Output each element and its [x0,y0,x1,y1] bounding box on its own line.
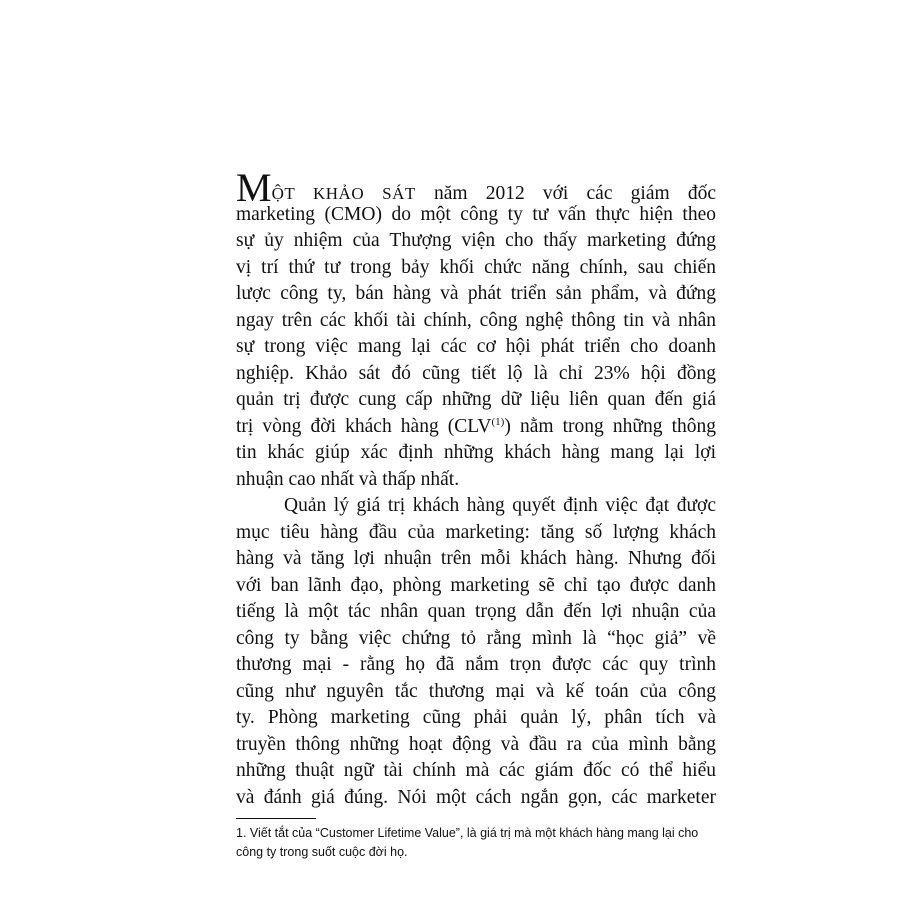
small-caps-opening: ỘT KHẢO SÁT [271,184,416,203]
paragraph-1-line: ngay trên các khối tài chính, công nghệ thông tin và nhân [236,309,716,331]
paragraph-2-line: mục tiêu hàng đầu của marketing: tăng số lượng khách [236,521,716,543]
paragraph-2-line: và đánh giá đúng. Nói một cách ngắn gọn, các marketer [236,786,716,808]
paragraph-1-line: sự ủy nhiệm của Thượng viện cho thấy marketing đứng [236,230,716,251]
paragraph-1-line: sự trong việc mang lại các cơ hội phát triển cho doanh [236,336,716,357]
body-text [236,165,716,811]
paragraph-2-line: công ty bằng việc chứng tỏ rằng mình là “học giả” về [236,627,716,649]
paragraph-1-last-line: nhuận cao nhất và thấp nhất. [236,468,460,490]
footnote-line-1: 1. Viết tắt của “Customer Lifetime Value”, là giá trị mà một khách hàng mang lại cho [236,826,699,840]
paragraph-2-line: ty. Phòng marketing cũng phải quản lý, phân tích và [236,707,716,728]
paragraph-1-line: nghiệp. Khảo sát đó cũng tiết lộ là chỉ 23% hội đồng [236,362,716,384]
footnote-line-2: công ty trong suốt cuộc đời họ. [236,845,408,859]
footnote [236,824,716,862]
paragraph-2-line: hàng và tăng lợi nhuận trên mỗi khách hàng. Nhưng đối [236,548,716,569]
line-text: năm 2012 với các giám đốc [415,183,716,204]
paragraph-1-line-1 [236,165,716,210]
clv-text-after: ) nằm trong những thông [504,415,716,437]
paragraph-2-line: truyền thông những hoạt động và đầu ra của mình bằng [236,733,716,755]
paragraph-2-line: những thuật ngữ tài chính mà các giám đốc có thể hiểu [236,760,716,781]
paragraph-1-line: quản trị được cung cấp những dữ liệu liên quan đến giá [236,389,716,410]
paragraph-2-line: cũng như nguyên tắc thương mại và kế toán của công [236,680,716,702]
paragraph-2-line: thương mại - rằng họ đã nắm trọn được các quy trình [236,654,716,675]
paragraph-2-line: với ban lãnh đạo, phòng marketing sẽ chỉ tạo được danh [236,574,716,596]
paragraph-2-line-1: Quản lý giá trị khách hàng quyết định việc đạt được [284,495,716,516]
footnote-divider [236,818,316,819]
paragraph-2-line: tiếng là một tác nhân quan trọng dẫn đến lợi nhuận của [236,601,716,622]
clv-text-before: trị vòng đời khách hàng (CLV [236,415,492,437]
paragraph-1-line: vị trí thứ tư trong bảy khối chức năng chính, sau chiến [236,256,716,278]
paragraph-1-line: marketing (CMO) do một công ty tư vấn thực hiện theo [236,203,716,225]
footnote-marker: (1) [491,415,505,428]
paragraph-1-line: tin khác giúp xác định những khách hàng mang lại lợi [236,442,716,463]
paragraph-1-line-clv [236,414,716,441]
paragraph-1-line: lược công ty, bán hàng và phát triển sản phẩm, và đứng [236,283,716,304]
drop-cap-letter: M [236,165,272,210]
